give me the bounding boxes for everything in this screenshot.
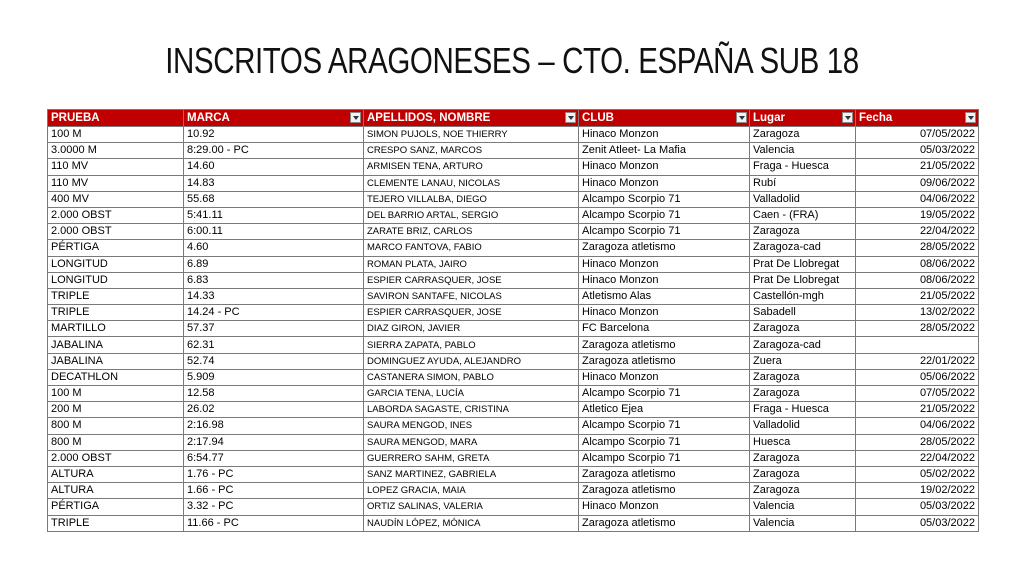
cell-apellidos-nombre: LOPEZ GRACIA, MAIA [364,483,579,499]
table-row [48,418,979,434]
cell-marca: 55.68 [184,191,364,207]
cell-prueba: PÉRTIGA [48,240,184,256]
cell-club: Zaragoza atletismo [579,337,750,353]
header-marca [184,110,364,127]
cell-marca: 2:16.98 [184,418,364,434]
cell-marca: 10.92 [184,127,364,143]
cell-lugar: Zaragoza [750,386,856,402]
cell-apellidos-nombre: GUERRERO SAHM, GRETA [364,450,579,466]
cell-fecha: 09/06/2022 [856,175,979,191]
cell-apellidos-nombre: TEJERO VILLALBA, DIEGO [364,191,579,207]
cell-apellidos-nombre: CLEMENTE LANAU, NICOLAS [364,175,579,191]
cell-marca: 2:17.94 [184,434,364,450]
table-row [48,191,979,207]
table-row [48,386,979,402]
cell-fecha: 22/04/2022 [856,224,979,240]
cell-apellidos-nombre: ORTIZ SALINAS, VALERIA [364,499,579,515]
cell-fecha: 21/05/2022 [856,402,979,418]
filter-dropdown-icon[interactable] [350,112,361,123]
cell-prueba: TRIPLE [48,305,184,321]
cell-prueba: 100 M [48,127,184,143]
cell-fecha: 21/05/2022 [856,288,979,304]
cell-lugar: Zaragoza [750,483,856,499]
cell-prueba: 110 MV [48,159,184,175]
header-lugar [750,110,856,127]
cell-marca: 6:00.11 [184,224,364,240]
cell-lugar: Prat De Llobregat [750,256,856,272]
table-row [48,272,979,288]
cell-apellidos-nombre: NAUDÍN LÓPEZ, MÓNICA [364,515,579,531]
table-row [48,353,979,369]
cell-prueba: TRIPLE [48,288,184,304]
cell-apellidos-nombre: SAURA MENGOD, INES [364,418,579,434]
cell-club: Alcampo Scorpio 71 [579,207,750,223]
cell-prueba: PÉRTIGA [48,499,184,515]
cell-lugar: Zaragoza [750,450,856,466]
cell-fecha: 21/05/2022 [856,159,979,175]
cell-club: Zaragoza atletismo [579,515,750,531]
cell-fecha: 22/01/2022 [856,353,979,369]
cell-fecha: 28/05/2022 [856,434,979,450]
table-row [48,450,979,466]
header-row [48,110,979,127]
table-row [48,240,979,256]
cell-lugar: Valencia [750,143,856,159]
cell-lugar: Rubí [750,175,856,191]
cell-prueba: 400 MV [48,191,184,207]
cell-marca: 12.58 [184,386,364,402]
cell-club: Hinaco Monzon [579,305,750,321]
cell-lugar: Fraga - Huesca [750,402,856,418]
header-label: CLUB [582,112,614,124]
cell-prueba: DECATHLON [48,369,184,385]
cell-marca: 5.909 [184,369,364,385]
header-club [579,110,750,127]
cell-prueba: LONGITUD [48,272,184,288]
table-row [48,288,979,304]
cell-fecha: 05/03/2022 [856,143,979,159]
cell-lugar: Prat De Llobregat [750,272,856,288]
cell-apellidos-nombre: SANZ MARTINEZ, GABRIELA [364,466,579,482]
table-row [48,207,979,223]
cell-apellidos-nombre: DEL BARRIO ARTAL, SERGIO [364,207,579,223]
cell-club: Hinaco Monzon [579,369,750,385]
header-label: Fecha [859,112,893,124]
cell-fecha: 07/05/2022 [856,127,979,143]
cell-prueba: 100 M [48,386,184,402]
table-body [48,127,979,532]
header-label: Lugar [753,112,785,124]
cell-club: Zaragoza atletismo [579,240,750,256]
cell-marca: 1.66 - PC [184,483,364,499]
cell-apellidos-nombre: ZARATE BRIZ, CARLOS [364,224,579,240]
table-row [48,175,979,191]
table-row [48,515,979,531]
cell-fecha [856,337,979,353]
cell-club: Zaragoza atletismo [579,483,750,499]
cell-marca: 3.32 - PC [184,499,364,515]
cell-club: Zenit Atleet- La Mafia [579,143,750,159]
filter-dropdown-icon[interactable] [736,112,747,123]
header-fecha [856,110,979,127]
table-row [48,305,979,321]
cell-apellidos-nombre: SIMON PUJOLS, NOE THIERRY [364,127,579,143]
cell-marca: 6:54.77 [184,450,364,466]
cell-lugar: Valladolid [750,418,856,434]
table-row [48,127,979,143]
filter-dropdown-icon[interactable] [842,112,853,123]
cell-apellidos-nombre: SAURA MENGOD, MARA [364,434,579,450]
table-row [48,402,979,418]
cell-lugar: Valencia [750,499,856,515]
cell-prueba: 800 M [48,434,184,450]
cell-club: Alcampo Scorpio 71 [579,224,750,240]
cell-apellidos-nombre: ESPIER CARRASQUER, JOSE [364,305,579,321]
cell-prueba: JABALINA [48,337,184,353]
cell-club: Hinaco Monzon [579,159,750,175]
cell-marca: 14.83 [184,175,364,191]
filter-dropdown-icon[interactable] [965,112,976,123]
table-row [48,369,979,385]
cell-fecha: 22/04/2022 [856,450,979,466]
cell-prueba: MARTILLO [48,321,184,337]
cell-club: Atletico Ejea [579,402,750,418]
cell-prueba: 200 M [48,402,184,418]
cell-club: Hinaco Monzon [579,256,750,272]
cell-marca: 5:41.11 [184,207,364,223]
cell-fecha: 19/05/2022 [856,207,979,223]
header-label: MARCA [187,112,230,124]
cell-prueba: ALTURA [48,483,184,499]
cell-club: Zaragoza atletismo [579,353,750,369]
cell-club: Atletismo Alas [579,288,750,304]
cell-club: Alcampo Scorpio 71 [579,191,750,207]
cell-fecha: 08/06/2022 [856,256,979,272]
cell-fecha: 05/02/2022 [856,466,979,482]
cell-prueba: LONGITUD [48,256,184,272]
table-row [48,143,979,159]
cell-fecha: 05/06/2022 [856,369,979,385]
cell-prueba: 3.0000 M [48,143,184,159]
cell-marca: 8:29.00 - PC [184,143,364,159]
cell-fecha: 28/05/2022 [856,321,979,337]
cell-marca: 14.33 [184,288,364,304]
cell-club: Alcampo Scorpio 71 [579,434,750,450]
cell-marca: 52.74 [184,353,364,369]
cell-marca: 6.89 [184,256,364,272]
cell-lugar: Zaragoza [750,224,856,240]
table-row [48,483,979,499]
table-row [48,321,979,337]
registrants-table [47,109,979,532]
cell-club: Alcampo Scorpio 71 [579,418,750,434]
cell-club: Hinaco Monzon [579,175,750,191]
cell-prueba: 2.000 OBST [48,450,184,466]
cell-fecha: 08/06/2022 [856,272,979,288]
cell-apellidos-nombre: CASTANERA SIMON, PABLO [364,369,579,385]
cell-prueba: 110 MV [48,175,184,191]
cell-apellidos-nombre: DIAZ GIRON, JAVIER [364,321,579,337]
cell-apellidos-nombre: SAVIRON SANTAFE, NICOLAS [364,288,579,304]
cell-apellidos-nombre: ROMAN PLATA, JAIRO [364,256,579,272]
cell-apellidos-nombre: ARMISEN TENA, ARTURO [364,159,579,175]
cell-marca: 26.02 [184,402,364,418]
table-row [48,337,979,353]
cell-lugar: Zuera [750,353,856,369]
cell-apellidos-nombre: DOMINGUEZ AYUDA, ALEJANDRO [364,353,579,369]
header-apellidos-nombre [364,110,579,127]
cell-lugar: Zaragoza-cad [750,337,856,353]
cell-lugar: Zaragoza-cad [750,240,856,256]
cell-lugar: Zaragoza [750,369,856,385]
cell-lugar: Zaragoza [750,127,856,143]
cell-lugar: Valencia [750,515,856,531]
cell-fecha: 05/03/2022 [856,515,979,531]
table-row [48,499,979,515]
cell-apellidos-nombre: MARCO FANTOVA, FABIO [364,240,579,256]
cell-prueba: TRIPLE [48,515,184,531]
cell-apellidos-nombre: ESPIER CARRASQUER, JOSE [364,272,579,288]
cell-lugar: Zaragoza [750,466,856,482]
cell-lugar: Valladolid [750,191,856,207]
table-row [48,434,979,450]
cell-lugar: Fraga - Huesca [750,159,856,175]
header-label: APELLIDOS, NOMBRE [367,112,491,124]
cell-marca: 4.60 [184,240,364,256]
cell-marca: 6.83 [184,272,364,288]
header-prueba [48,110,184,127]
cell-lugar: Castellón-mgh [750,288,856,304]
cell-apellidos-nombre: LABORDA SAGASTE, CRISTINA [364,402,579,418]
cell-marca: 62.31 [184,337,364,353]
cell-marca: 14.24 - PC [184,305,364,321]
cell-lugar: Zaragoza [750,321,856,337]
cell-fecha: 13/02/2022 [856,305,979,321]
cell-club: Alcampo Scorpio 71 [579,450,750,466]
cell-apellidos-nombre: GARCIA TENA, LUCÍA [364,386,579,402]
cell-fecha: 07/05/2022 [856,386,979,402]
cell-apellidos-nombre: CRESPO SANZ, MARCOS [364,143,579,159]
cell-marca: 11.66 - PC [184,515,364,531]
cell-marca: 14.60 [184,159,364,175]
cell-club: Hinaco Monzon [579,127,750,143]
cell-prueba: JABALINA [48,353,184,369]
page-title: INSCRITOS ARAGONESES – CTO. ESPAÑA SUB 18 [165,40,859,81]
cell-fecha: 04/06/2022 [856,418,979,434]
cell-apellidos-nombre: SIERRA ZAPATA, PABLO [364,337,579,353]
cell-fecha: 28/05/2022 [856,240,979,256]
cell-fecha: 05/03/2022 [856,499,979,515]
cell-prueba: 2.000 OBST [48,224,184,240]
cell-lugar: Huesca [750,434,856,450]
table-row [48,256,979,272]
cell-fecha: 19/02/2022 [856,483,979,499]
cell-club: Alcampo Scorpio 71 [579,386,750,402]
cell-prueba: 800 M [48,418,184,434]
cell-club: FC Barcelona [579,321,750,337]
cell-prueba: 2.000 OBST [48,207,184,223]
table-row [48,224,979,240]
table-row [48,159,979,175]
cell-lugar: Caen - (FRA) [750,207,856,223]
cell-lugar: Sabadell [750,305,856,321]
cell-marca: 57.37 [184,321,364,337]
cell-marca: 1.76 - PC [184,466,364,482]
cell-club: Hinaco Monzon [579,272,750,288]
cell-club: Hinaco Monzon [579,499,750,515]
table-row [48,466,979,482]
cell-prueba: ALTURA [48,466,184,482]
cell-fecha: 04/06/2022 [856,191,979,207]
cell-club: Zaragoza atletismo [579,466,750,482]
filter-dropdown-icon[interactable] [565,112,576,123]
header-label: PRUEBA [51,112,100,124]
